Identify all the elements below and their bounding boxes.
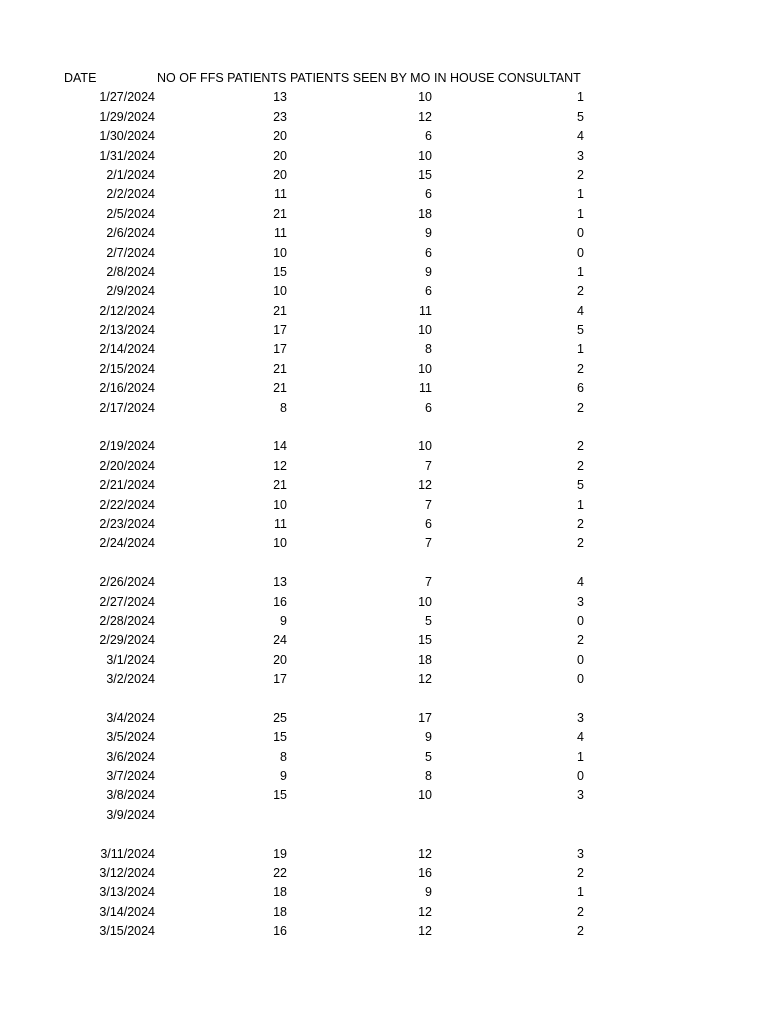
cell-seen-by-mo: 6 bbox=[425, 284, 432, 299]
cell-ffs-patients: 15 bbox=[273, 730, 287, 745]
cell-ffs-patients: 10 bbox=[273, 284, 287, 299]
table-row bbox=[0, 690, 768, 709]
cell-seen-by-mo: 6 bbox=[425, 129, 432, 144]
cell-seen-by-mo: 7 bbox=[425, 575, 432, 590]
cell-date: 3/4/2024 bbox=[106, 710, 155, 725]
cell-date: 1/27/2024 bbox=[99, 90, 155, 105]
cell-ffs-patients: 15 bbox=[273, 264, 287, 279]
cell-ffs-patients: 21 bbox=[273, 478, 287, 493]
cell-in-house-consultant: 1 bbox=[577, 749, 584, 764]
cell-date: 2/27/2024 bbox=[99, 594, 155, 609]
cell-seen-by-mo: 11 bbox=[419, 303, 432, 318]
cell-seen-by-mo: 8 bbox=[425, 342, 432, 357]
table-row bbox=[0, 205, 768, 224]
cell-ffs-patients: 19 bbox=[273, 846, 287, 861]
cell-ffs-patients: 11 bbox=[274, 187, 287, 202]
table-row bbox=[0, 127, 768, 146]
cell-ffs-patients: 15 bbox=[273, 788, 287, 803]
cell-date: 2/20/2024 bbox=[99, 458, 155, 473]
cell-ffs-patients: 9 bbox=[280, 613, 287, 628]
table-row bbox=[0, 185, 768, 204]
cell-date: 3/8/2024 bbox=[106, 788, 155, 803]
cell-ffs-patients: 21 bbox=[273, 381, 287, 396]
table-row bbox=[0, 515, 768, 534]
cell-ffs-patients: 11 bbox=[274, 226, 287, 241]
cell-date: 1/31/2024 bbox=[99, 148, 155, 163]
cell-date: 1/30/2024 bbox=[99, 129, 155, 144]
cell-seen-by-mo: 5 bbox=[425, 749, 432, 764]
cell-date: 2/26/2024 bbox=[99, 575, 155, 590]
table-row bbox=[0, 147, 768, 166]
cell-seen-by-mo: 9 bbox=[425, 226, 432, 241]
table-body bbox=[0, 88, 768, 941]
cell-in-house-consultant: 6 bbox=[577, 381, 584, 396]
table-row bbox=[0, 554, 768, 573]
cell-date: 2/12/2024 bbox=[99, 303, 155, 318]
cell-in-house-consultant: 4 bbox=[577, 730, 584, 745]
cell-seen-by-mo: 16 bbox=[418, 866, 432, 881]
cell-ffs-patients: 20 bbox=[273, 129, 287, 144]
table-row bbox=[0, 922, 768, 941]
cell-in-house-consultant: 3 bbox=[577, 594, 584, 609]
table-row bbox=[0, 496, 768, 515]
cell-ffs-patients: 12 bbox=[273, 458, 287, 473]
header-ffs-patients: NO OF FFS PATIENTS bbox=[157, 71, 287, 85]
cell-ffs-patients: 25 bbox=[273, 710, 287, 725]
cell-date: 2/5/2024 bbox=[106, 206, 155, 221]
cell-date: 2/14/2024 bbox=[99, 342, 155, 357]
cell-in-house-consultant: 4 bbox=[577, 129, 584, 144]
cell-date: 2/17/2024 bbox=[99, 400, 155, 415]
cell-seen-by-mo: 7 bbox=[425, 536, 432, 551]
header-date: DATE bbox=[64, 71, 97, 85]
cell-date: 2/7/2024 bbox=[106, 245, 155, 260]
cell-date: 3/15/2024 bbox=[99, 924, 155, 939]
cell-date: 2/24/2024 bbox=[99, 536, 155, 551]
cell-in-house-consultant: 2 bbox=[577, 866, 584, 881]
cell-ffs-patients: 17 bbox=[273, 342, 287, 357]
cell-date: 3/14/2024 bbox=[99, 904, 155, 919]
cell-in-house-consultant: 2 bbox=[577, 361, 584, 376]
cell-seen-by-mo: 10 bbox=[418, 361, 432, 376]
cell-date: 2/21/2024 bbox=[99, 478, 155, 493]
cell-ffs-patients: 20 bbox=[273, 167, 287, 182]
cell-seen-by-mo: 8 bbox=[425, 769, 432, 784]
cell-ffs-patients: 17 bbox=[273, 323, 287, 338]
cell-in-house-consultant: 1 bbox=[577, 90, 584, 105]
cell-seen-by-mo: 12 bbox=[418, 846, 432, 861]
cell-in-house-consultant: 2 bbox=[577, 633, 584, 648]
cell-in-house-consultant: 1 bbox=[577, 206, 584, 221]
patient-table bbox=[0, 69, 768, 942]
cell-seen-by-mo: 15 bbox=[418, 633, 432, 648]
table-row bbox=[0, 748, 768, 767]
cell-ffs-patients: 13 bbox=[273, 575, 287, 590]
cell-date: 2/9/2024 bbox=[106, 284, 155, 299]
table-row bbox=[0, 379, 768, 398]
table-row bbox=[0, 864, 768, 883]
cell-ffs-patients: 8 bbox=[280, 400, 287, 415]
cell-date: 3/1/2024 bbox=[106, 652, 155, 667]
cell-ffs-patients: 11 bbox=[274, 516, 287, 531]
cell-ffs-patients: 18 bbox=[273, 904, 287, 919]
table-header-row bbox=[0, 69, 768, 88]
cell-in-house-consultant: 1 bbox=[577, 497, 584, 512]
table-row bbox=[0, 476, 768, 495]
table-row bbox=[0, 593, 768, 612]
cell-ffs-patients: 17 bbox=[273, 672, 287, 687]
cell-in-house-consultant: 2 bbox=[577, 284, 584, 299]
cell-date: 3/2/2024 bbox=[106, 672, 155, 687]
table-row bbox=[0, 903, 768, 922]
cell-ffs-patients: 21 bbox=[273, 361, 287, 376]
cell-in-house-consultant: 1 bbox=[577, 885, 584, 900]
table-row bbox=[0, 534, 768, 553]
table-row bbox=[0, 767, 768, 786]
cell-ffs-patients: 23 bbox=[273, 109, 287, 124]
cell-ffs-patients: 13 bbox=[273, 90, 287, 105]
table-row bbox=[0, 224, 768, 243]
table-row bbox=[0, 612, 768, 631]
cell-in-house-consultant: 3 bbox=[577, 148, 584, 163]
cell-seen-by-mo: 15 bbox=[418, 167, 432, 182]
cell-date: 2/22/2024 bbox=[99, 497, 155, 512]
table-row bbox=[0, 786, 768, 805]
cell-seen-by-mo: 11 bbox=[419, 381, 432, 396]
cell-date: 2/23/2024 bbox=[99, 516, 155, 531]
cell-ffs-patients: 16 bbox=[273, 924, 287, 939]
cell-in-house-consultant: 0 bbox=[577, 769, 584, 784]
cell-date: 1/29/2024 bbox=[99, 109, 155, 124]
cell-in-house-consultant: 3 bbox=[577, 710, 584, 725]
cell-ffs-patients: 22 bbox=[273, 866, 287, 881]
cell-ffs-patients: 18 bbox=[273, 885, 287, 900]
cell-date: 2/13/2024 bbox=[99, 323, 155, 338]
cell-seen-by-mo: 9 bbox=[425, 885, 432, 900]
cell-in-house-consultant: 4 bbox=[577, 575, 584, 590]
cell-date: 3/9/2024 bbox=[106, 807, 155, 822]
cell-seen-by-mo: 18 bbox=[418, 206, 432, 221]
cell-seen-by-mo: 6 bbox=[425, 245, 432, 260]
table-row bbox=[0, 825, 768, 844]
cell-ffs-patients: 16 bbox=[273, 594, 287, 609]
table-row bbox=[0, 302, 768, 321]
cell-seen-by-mo: 18 bbox=[418, 652, 432, 667]
cell-date: 2/15/2024 bbox=[99, 361, 155, 376]
table-row bbox=[0, 728, 768, 747]
table-row bbox=[0, 263, 768, 282]
cell-seen-by-mo: 6 bbox=[425, 516, 432, 531]
table-row bbox=[0, 244, 768, 263]
table-row bbox=[0, 88, 768, 107]
cell-in-house-consultant: 2 bbox=[577, 924, 584, 939]
cell-ffs-patients: 10 bbox=[273, 497, 287, 512]
cell-ffs-patients: 9 bbox=[280, 769, 287, 784]
table-row bbox=[0, 845, 768, 864]
cell-ffs-patients: 8 bbox=[280, 749, 287, 764]
cell-seen-by-mo: 6 bbox=[425, 187, 432, 202]
cell-date: 3/7/2024 bbox=[106, 769, 155, 784]
table-row bbox=[0, 166, 768, 185]
cell-date: 2/6/2024 bbox=[106, 226, 155, 241]
table-row bbox=[0, 457, 768, 476]
cell-in-house-consultant: 0 bbox=[577, 245, 584, 260]
cell-in-house-consultant: 0 bbox=[577, 672, 584, 687]
cell-date: 3/13/2024 bbox=[99, 885, 155, 900]
cell-date: 2/29/2024 bbox=[99, 633, 155, 648]
table-row bbox=[0, 806, 768, 825]
cell-seen-by-mo: 10 bbox=[418, 148, 432, 163]
cell-in-house-consultant: 2 bbox=[577, 516, 584, 531]
cell-seen-by-mo: 5 bbox=[425, 613, 432, 628]
table-row bbox=[0, 437, 768, 456]
cell-seen-by-mo: 12 bbox=[418, 672, 432, 687]
table-row bbox=[0, 631, 768, 650]
cell-date: 3/6/2024 bbox=[106, 749, 155, 764]
table-row bbox=[0, 108, 768, 127]
cell-in-house-consultant: 2 bbox=[577, 904, 584, 919]
cell-date: 2/8/2024 bbox=[106, 264, 155, 279]
table-row bbox=[0, 573, 768, 592]
cell-seen-by-mo: 7 bbox=[425, 458, 432, 473]
table-row bbox=[0, 340, 768, 359]
table-row bbox=[0, 709, 768, 728]
cell-date: 3/5/2024 bbox=[106, 730, 155, 745]
cell-seen-by-mo: 10 bbox=[418, 90, 432, 105]
cell-in-house-consultant: 5 bbox=[577, 323, 584, 338]
table-row bbox=[0, 651, 768, 670]
cell-ffs-patients: 21 bbox=[273, 303, 287, 318]
table-row bbox=[0, 670, 768, 689]
table-row bbox=[0, 321, 768, 340]
cell-ffs-patients: 24 bbox=[273, 633, 287, 648]
cell-in-house-consultant: 2 bbox=[577, 536, 584, 551]
cell-in-house-consultant: 3 bbox=[577, 846, 584, 861]
cell-in-house-consultant: 2 bbox=[577, 167, 584, 182]
cell-seen-by-mo: 12 bbox=[418, 904, 432, 919]
cell-ffs-patients: 14 bbox=[273, 439, 287, 454]
cell-in-house-consultant: 2 bbox=[577, 439, 584, 454]
cell-seen-by-mo: 17 bbox=[418, 710, 432, 725]
cell-seen-by-mo: 10 bbox=[418, 594, 432, 609]
cell-seen-by-mo: 6 bbox=[425, 400, 432, 415]
cell-in-house-consultant: 2 bbox=[577, 458, 584, 473]
cell-in-house-consultant: 4 bbox=[577, 303, 584, 318]
cell-in-house-consultant: 1 bbox=[577, 187, 584, 202]
cell-in-house-consultant: 1 bbox=[577, 342, 584, 357]
cell-seen-by-mo: 12 bbox=[418, 478, 432, 493]
cell-in-house-consultant: 3 bbox=[577, 788, 584, 803]
cell-ffs-patients: 20 bbox=[273, 148, 287, 163]
cell-date: 2/19/2024 bbox=[99, 439, 155, 454]
header-in-house-consultant: IN HOUSE CONSULTANT bbox=[434, 71, 581, 85]
cell-date: 2/16/2024 bbox=[99, 381, 155, 396]
cell-date: 3/12/2024 bbox=[99, 866, 155, 881]
table-row bbox=[0, 883, 768, 902]
header-seen-by-mo: PATIENTS SEEN BY MO bbox=[290, 71, 431, 85]
cell-ffs-patients: 10 bbox=[273, 245, 287, 260]
cell-ffs-patients: 10 bbox=[273, 536, 287, 551]
cell-in-house-consultant: 0 bbox=[577, 226, 584, 241]
cell-seen-by-mo: 9 bbox=[425, 730, 432, 745]
cell-ffs-patients: 21 bbox=[273, 206, 287, 221]
cell-date: 2/1/2024 bbox=[106, 167, 155, 182]
cell-in-house-consultant: 5 bbox=[577, 109, 584, 124]
cell-in-house-consultant: 1 bbox=[577, 264, 584, 279]
table-row bbox=[0, 418, 768, 437]
table-row bbox=[0, 360, 768, 379]
cell-seen-by-mo: 9 bbox=[425, 264, 432, 279]
cell-ffs-patients: 20 bbox=[273, 652, 287, 667]
cell-date: 2/28/2024 bbox=[99, 613, 155, 628]
cell-in-house-consultant: 0 bbox=[577, 613, 584, 628]
cell-in-house-consultant: 0 bbox=[577, 652, 584, 667]
cell-in-house-consultant: 2 bbox=[577, 400, 584, 415]
cell-seen-by-mo: 12 bbox=[418, 924, 432, 939]
table-row bbox=[0, 282, 768, 301]
cell-date: 2/2/2024 bbox=[106, 187, 155, 202]
cell-seen-by-mo: 12 bbox=[418, 109, 432, 124]
cell-seen-by-mo: 10 bbox=[418, 439, 432, 454]
cell-seen-by-mo: 7 bbox=[425, 497, 432, 512]
table-row bbox=[0, 399, 768, 418]
cell-in-house-consultant: 5 bbox=[577, 478, 584, 493]
cell-date: 3/11/2024 bbox=[100, 846, 155, 861]
cell-seen-by-mo: 10 bbox=[418, 788, 432, 803]
cell-seen-by-mo: 10 bbox=[418, 323, 432, 338]
